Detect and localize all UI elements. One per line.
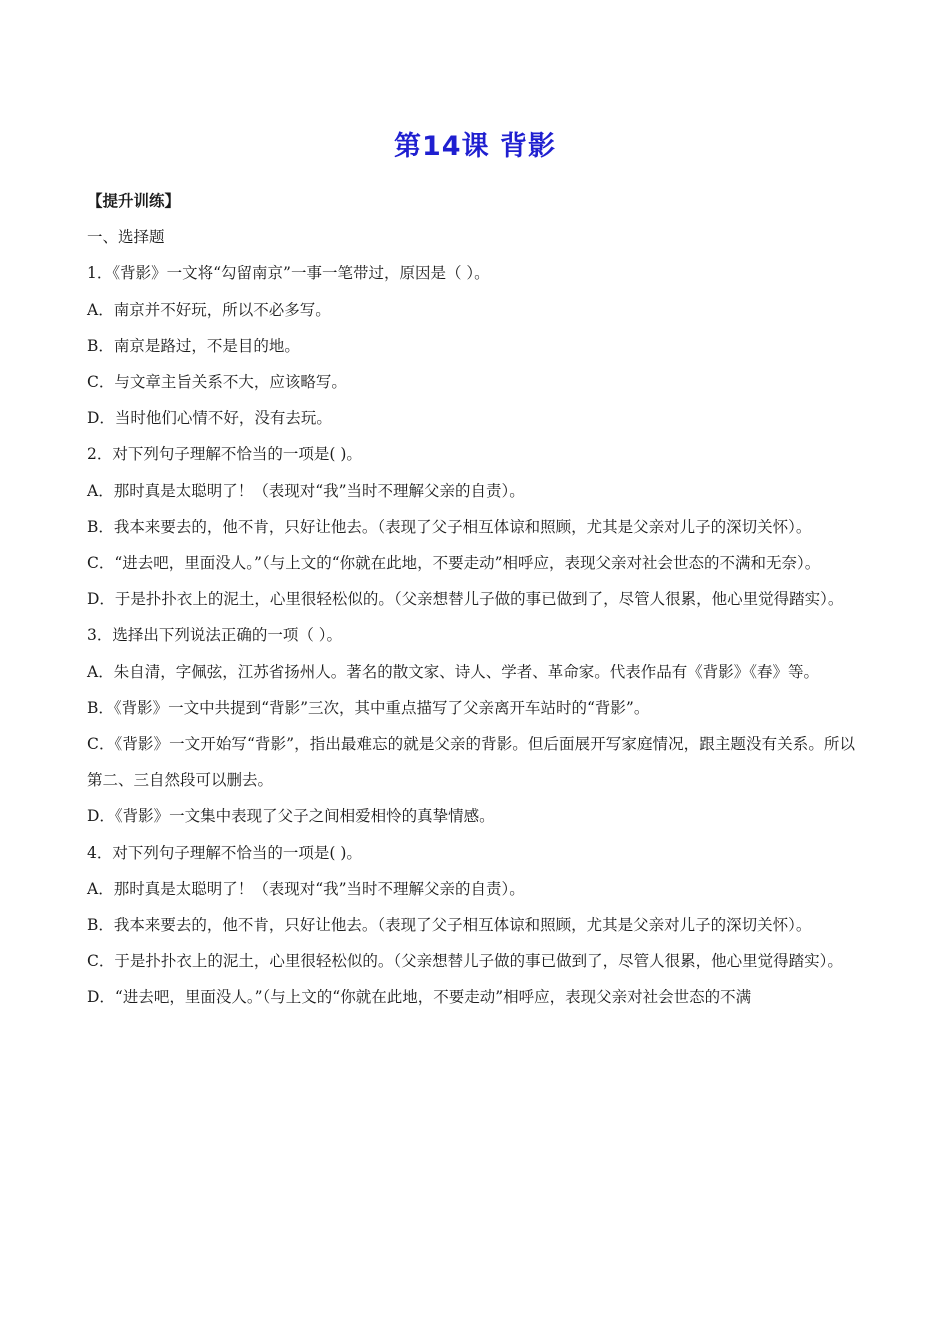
question-2-option-c: C．“进去吧，里面没人。”（与上文的“你就在此地，不要走动”相呼应，表现父亲对社会世态的不满和无奈）。	[87, 554, 821, 573]
question-4-stem: 4．对下列句子理解不恰当的一项是( )。	[87, 843, 362, 862]
question-2-option-d: D．于是扑扑衣上的泥土，心里很轻松似的。（父亲想替儿子做的事已做到了，尽管人很累，他心里觉得踏实）。	[87, 590, 844, 609]
question-3-option-b: B．《背影》一文中共提到“背影”三次，其中重点描写了父亲离开车站时的“背影”。	[87, 698, 650, 717]
question-4-option-b: B．我本来要去的，他不肯，只好让他去。（表现了父子相互体谅和照顾，尤其是父亲对儿子的深切关怀）。	[87, 916, 812, 935]
question-2-stem: 2．对下列句子理解不恰当的一项是( )。	[87, 445, 362, 464]
question-1-stem: 1．《背影》一文将“勾留南京”一事一笔带过，原因是（ ）。	[87, 264, 490, 283]
part-heading: 一、选择题	[87, 228, 165, 247]
question-4-option-a: A．那时真是太聪明了！（表现对“我”当时不理解父亲的自责）。	[87, 879, 525, 898]
question-1-option-c: C．与文章主旨关系不大，应该略写。	[87, 373, 347, 392]
question-3-option-c: C．《背影》一文开始写“背影”，指出最难忘的就是父亲的背影。但后面展开写家庭情况，跟主题没有关系。所以第二、三自然段可以删去。	[87, 735, 855, 790]
question-1-option-a: A．南京并不好玩，所以不必多写。	[87, 300, 331, 319]
page-title: 第14课 背影	[394, 131, 556, 162]
question-2-option-b: B．我本来要去的，他不肯，只好让他去。（表现了父子相互体谅和照顾，尤其是父亲对儿子的深切关怀）。	[87, 517, 812, 536]
question-4-option-d: D．“进去吧，里面没人。”（与上文的“你就在此地，不要走动”相呼应，表现父亲对社会世态的不满	[87, 988, 752, 1007]
question-1-option-d: D．当时他们心情不好，没有去玩。	[87, 409, 332, 428]
exercise-body	[87, 183, 855, 1016]
question-2-option-a: A．那时真是太聪明了！（表现对“我”当时不理解父亲的自责）。	[87, 481, 525, 500]
question-3-option-d: D．《背影》一文集中表现了父子之间相爱相怜的真挚情感。	[87, 807, 495, 826]
question-4-option-c: C．于是扑扑衣上的泥土，心里很轻松似的。（父亲想替儿子做的事已做到了，尽管人很累，他心里觉得踏实）。	[87, 952, 843, 971]
question-3-option-a: A．朱自清，字佩弦，江苏省扬州人。著名的散文家、诗人、学者、革命家。代表作品有《背影》《春》等。	[87, 662, 819, 681]
question-1-option-b: B．南京是路过，不是目的地。	[87, 336, 300, 355]
section-label: 【提升训练】	[87, 191, 181, 210]
question-3-stem: 3．选择出下列说法正确的一项（ ）。	[87, 626, 343, 645]
